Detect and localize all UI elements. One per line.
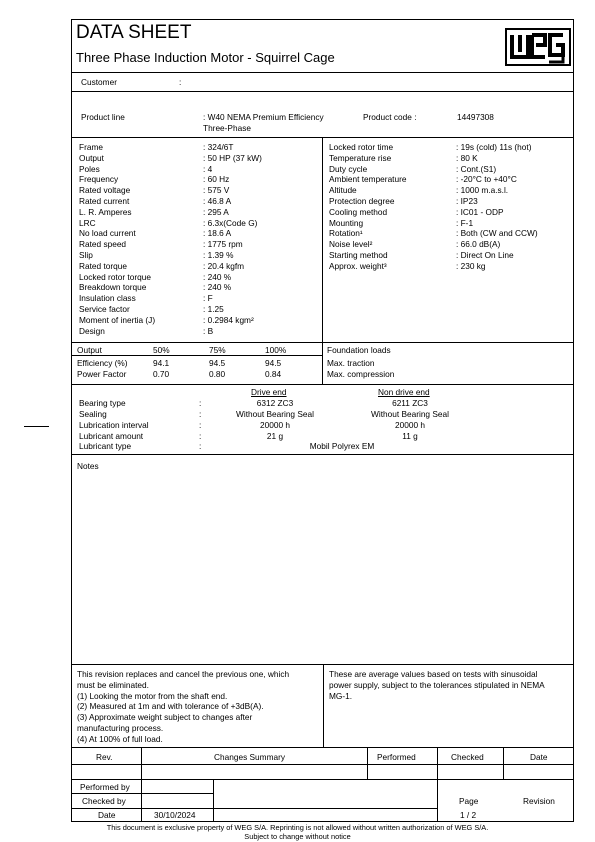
spec-left-value: : 46.8 A	[203, 195, 232, 206]
customer-value: :	[179, 77, 182, 87]
perf-header-output: Output	[77, 345, 102, 355]
spec-right-value: : 230 kg	[456, 260, 486, 271]
lubrication-interval-label: Lubrication interval	[79, 420, 149, 430]
lubricant-amount-nde: 11 g	[402, 431, 418, 441]
lubrication-interval-nde: 20000 h	[395, 420, 425, 430]
spec-right-label: Temperature rise	[329, 152, 392, 163]
date-header: Date	[530, 752, 548, 762]
spec-left-label: Rated torque	[79, 260, 127, 271]
spec-left-value: : 324/6T	[203, 142, 234, 152]
perf-pf-75: 0.80	[209, 369, 226, 379]
perf-header-100: 100%	[265, 345, 287, 355]
signoff-date-value: 30/10/2024	[154, 810, 196, 820]
spec-right-value: : Direct On Line	[456, 249, 514, 260]
disclaimer-line2: Subject to change without notice	[244, 832, 351, 841]
specs-right-values	[456, 142, 538, 272]
spec-left-label: Output	[79, 152, 104, 163]
spec-right-value: : 1000 m.a.s.l.	[456, 185, 509, 196]
spec-right-value: : 66.0 dB(A)	[456, 239, 501, 250]
spec-left-value: : 18.6 A	[203, 228, 232, 239]
performed-by-label: Performed by	[80, 782, 130, 792]
spec-left-value: : 295 A	[203, 206, 229, 217]
disclaimer-line1: This document is exclusive property of WEG S/A. Reprinting is not allowed without written authorization of WEG S/A.	[106, 823, 489, 832]
spec-left-value: : 60 Hz	[203, 174, 230, 185]
lubricant-type-value: Mobil Polyrex EM	[309, 441, 375, 451]
foundation-title: Foundation loads	[327, 345, 391, 355]
margin-mark	[24, 426, 49, 427]
spec-right-label: Ambient temperature	[329, 174, 407, 185]
perf-eff-label: Efficiency (%)	[77, 358, 128, 368]
page-value: 1 / 2	[460, 810, 477, 820]
product-line-label: Product line	[81, 112, 125, 122]
changes-header: Changes Summary	[214, 752, 286, 762]
spec-right-label: Rotation¹	[329, 228, 363, 239]
bearing-type-nde: 6211 ZC3	[392, 398, 428, 408]
spec-left-label: Locked rotor torque	[79, 271, 151, 282]
spec-left-value: : 240 %	[203, 271, 232, 282]
rev-header: Rev.	[96, 752, 113, 762]
spec-left-value: : 575 V	[203, 185, 230, 196]
spec-left-label: Poles	[79, 163, 100, 174]
spec-left-value: : 50 HP (37 kW)	[203, 152, 262, 163]
spec-left-value: : 1775 rpm	[203, 239, 243, 250]
specs-left-labels	[79, 142, 155, 336]
page-subtitle: Three Phase Induction Motor - Squirrel Cage	[76, 50, 335, 65]
spec-left-label: Rated voltage	[79, 185, 131, 196]
perf-pf-label: Power Factor	[77, 369, 127, 379]
spec-right-value: : -20°C to +40°C	[456, 174, 517, 185]
perf-pf-100: 0.84	[265, 369, 282, 379]
performed-header: Performed	[377, 752, 416, 762]
footnotes-right: These are average values based on tests with sinusoidal power supply, subject to the tolerances stipulated in NEMA MG-1.	[329, 669, 545, 701]
spec-left-value: : 1.39 %	[203, 249, 234, 260]
footnotes-left: This revision replaces and cancel the previous one, which must be eliminated. (1) Looking the motor from the shaft end. (2) Measured at 1m and with tolerance of +3dB(A). (3) Approximate weight subject to changes after manufacturing process. (4) At 100% of full load.	[77, 669, 290, 744]
page-label: Page	[459, 796, 479, 806]
lubricant-type-label: Lubricant type	[79, 441, 132, 451]
spec-left-label: Rated speed	[79, 239, 127, 250]
checked-header: Checked	[451, 752, 484, 762]
foundation-compression: Max. compression	[327, 369, 395, 379]
perf-header-50: 50%	[153, 345, 170, 355]
spec-right-label: Noise level²	[329, 239, 373, 250]
spec-left-value: : 0.2984 kgm²	[203, 314, 254, 325]
spec-right-label: Locked rotor time	[329, 142, 394, 152]
perf-pf-50: 0.70	[153, 369, 170, 379]
spec-left-label: Moment of inertia (J)	[79, 314, 156, 325]
spec-right-label: Duty cycle	[329, 163, 368, 174]
spec-left-label: Frame	[79, 142, 103, 152]
spec-right-value: : Cont.(S1)	[456, 163, 497, 174]
spec-right-label: Starting method	[329, 249, 388, 260]
specs-left-values	[203, 142, 262, 336]
non-drive-end-heading: Non drive end	[378, 387, 430, 397]
sealing-de: Without Bearing Seal	[236, 409, 314, 419]
spec-left-value: : F	[203, 293, 213, 304]
spec-left-value: : 240 %	[203, 282, 232, 293]
spec-left-label: Design	[79, 325, 105, 336]
spec-right-value: : 80 K	[456, 152, 478, 163]
lubricant-type-colon: :	[199, 441, 202, 451]
spec-right-label: Cooling method	[329, 206, 388, 217]
sealing-label: Sealing	[79, 409, 107, 419]
product-line-value: : W40 NEMA Premium Efficiency Three-Phase	[203, 112, 324, 133]
spec-right-label: Approx. weight³	[329, 260, 387, 271]
sealing-colon: :	[199, 409, 202, 419]
spec-left-value: : 6.3x(Code G)	[203, 217, 258, 228]
spec-left-value: : 4	[203, 163, 213, 174]
lubrication-interval-de: 20000 h	[260, 420, 290, 430]
lubricant-amount-de: 21 g	[266, 431, 284, 441]
spec-left-label: Frequency	[79, 174, 119, 185]
product-code-label: Product code :	[363, 112, 417, 122]
spec-left-value: : 1.25	[203, 303, 224, 314]
customer-label: Customer	[81, 77, 117, 87]
foundation-traction: Max. traction	[327, 358, 375, 368]
spec-left-value: : B	[203, 325, 214, 336]
drive-end-heading: Drive end	[251, 387, 287, 397]
perf-eff-50: 94.1	[153, 358, 170, 368]
lubricant-amount-colon: :	[199, 431, 202, 441]
sealing-nde: Without Bearing Seal	[371, 409, 449, 419]
lubrication-interval-colon: :	[199, 420, 202, 430]
revision-label: Revision	[523, 796, 555, 806]
specs-right-labels	[329, 142, 406, 272]
spec-left-value: : 20.4 kgfm	[203, 260, 245, 271]
bearing-type-label: Bearing type	[79, 398, 126, 408]
bearing-type-colon: :	[199, 398, 202, 408]
spec-right-value: : Both (CW and CCW)	[456, 228, 538, 239]
spec-left-label: Insulation class	[79, 293, 136, 304]
spec-left-label: Breakdown torque	[79, 282, 147, 293]
checked-by-label: Checked by	[82, 796, 126, 806]
page-title: DATA SHEET	[76, 22, 192, 43]
product-code-value: 14497308	[457, 112, 494, 122]
spec-right-value: : F-1	[456, 217, 474, 228]
spec-left-label: L. R. Amperes	[79, 206, 132, 217]
spec-right-value: : 19s (cold) 11s (hot)	[456, 142, 532, 152]
spec-left-label: No load current	[79, 228, 136, 239]
perf-eff-100: 94.5	[265, 358, 282, 368]
bearing-type-de: 6312 ZC3	[256, 398, 294, 408]
spec-right-label: Altitude	[329, 185, 357, 196]
spec-right-label: Mounting	[329, 217, 364, 228]
weg-logo-icon	[505, 28, 571, 66]
signoff-date-label: Date	[98, 810, 116, 820]
spec-left-label: Rated current	[79, 195, 130, 206]
spec-right-value: : IC01 - ODP	[456, 206, 504, 217]
notes-title: Notes	[77, 461, 99, 471]
spec-left-label: Service factor	[79, 303, 130, 314]
lubricant-amount-label: Lubricant amount	[79, 431, 144, 441]
perf-header-75: 75%	[209, 345, 226, 355]
spec-right-label: Protection degree	[329, 195, 395, 206]
spec-left-label: LRC	[79, 217, 96, 228]
spec-left-label: Slip	[79, 249, 93, 260]
perf-eff-75: 94.5	[209, 358, 226, 368]
spec-right-value: : IP23	[456, 195, 478, 206]
